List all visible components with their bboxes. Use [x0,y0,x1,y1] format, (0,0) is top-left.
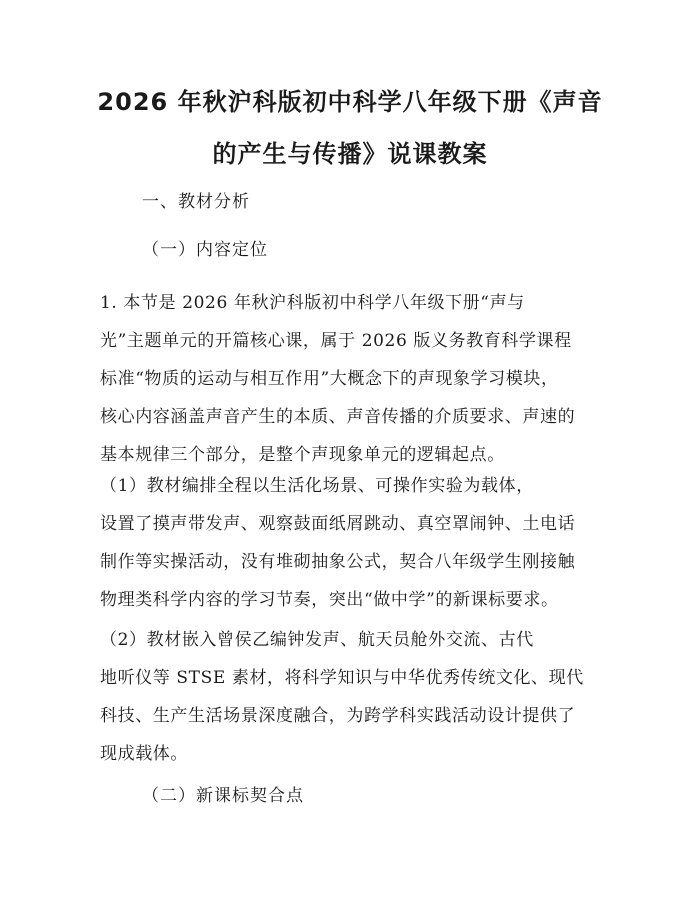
paragraph-line: （2）教材嵌入曾侯乙编钟发声、航天员舱外交流、古代 [100,630,534,650]
paragraph-content-positioning [100,284,620,474]
subsection-heading-content-positioning: （一）内容定位 [142,240,268,260]
document-title-line-1: 2026 年秋沪科版初中科学八年级下册《声音 [97,88,603,116]
paragraph-line: 核心内容涵盖声音产生的本质、声音传播的介质要求、声速的 [100,407,576,427]
paragraph-textbook-arrangement [100,467,620,619]
document-title-line-2: 的产生与传播》说课教案 [212,140,488,168]
paragraph-line: 1. 本节是 2026 年秋沪科版初中科学八年级下册“声与 [100,293,525,313]
paragraph-line: 标准“物质的运动与相互作用”大概念下的声现象学习模块， [100,369,559,389]
paragraph-line: 光”主题单元的开篇核心课，属于 2026 版义务教育科学课程 [100,331,572,351]
paragraph-line: 设置了摸声带发声、观察鼓面纸屑跳动、真空罩闹钟、土电话 [100,514,576,534]
paragraph-line: 制作等实操活动，没有堆砌抽象公式，契合八年级学生刚接触 [100,552,576,572]
paragraph-stse-materials [100,621,620,773]
paragraph-line: 基本规律三个部分，是整个声现象单元的逻辑起点。 [100,445,505,465]
subsection-heading-curriculum-fit: （二）新课标契合点 [142,786,304,806]
paragraph-line: 科技、生产生活场景深度融合，为跨学科实践活动设计提供了 [100,706,576,726]
paragraph-line: 物理类科学内容的学习节奏，突出“做中学”的新课标要求。 [100,590,559,610]
paragraph-line: 地听仪等 STSE 素材，将科学知识与中华优秀传统文化、现代 [100,668,584,688]
paragraph-line: （1）教材编排全程以生活化场景、可操作实验为载体， [100,476,534,496]
paragraph-line: 现成载体。 [100,744,188,764]
section-heading-textbook-analysis: 一、教材分析 [142,192,250,212]
